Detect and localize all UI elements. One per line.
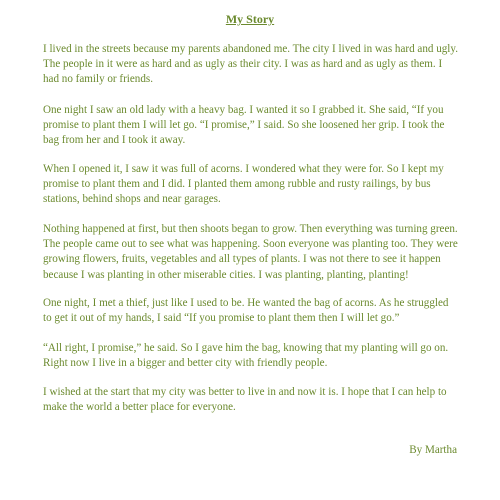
text-line: Nothing happened at first, but then shoots began to grow. Then everything was turning green. [43,223,458,235]
author-signature: By Martha [409,444,457,456]
text-line: because I was planting in other miserable cities. I was planting, planting, planting! [43,268,409,281]
paragraph-4 [43,222,463,283]
paragraph-3 [43,162,463,208]
text-line: bag from her and I took it away. [43,134,186,147]
text-line: One night I saw an old lady with a heavy bag. I wanted it so I grabbed it. She said, “If you [43,104,444,116]
text-line: stations, behind shops and near garages. [43,193,221,206]
text-line: make the world a better place for everyone. [43,401,236,414]
paragraph-2 [43,103,463,149]
text-line: had no family or friends. [43,73,153,86]
text-line: “All right, I promise,” he said. So I gave him the bag, knowing that my planting will go on. [43,342,449,354]
page-title: My Story [225,12,275,26]
paragraph-5 [43,296,463,326]
text-line: promise to plant them I will let go. “I promise,” I said. So she loosened her grip. I took the [43,119,445,132]
text-line: to get it out of my hands, I said “If you promise to plant them then I will let go.” [43,312,400,325]
paragraph-7 [43,385,463,415]
text-line: Right now I live in a bigger and better city with friendly people. [43,357,328,370]
text-line: One night, I met a thief, just like I used to be. He wanted the bag of acorns. As he struggled [43,297,449,309]
text-line: I lived in the streets because my parents abandoned me. The city I lived in was hard and ugly. [43,43,458,55]
paragraph-1 [43,42,463,88]
text-line: The people in it were as hard and as ugly as their city. I was as hard and as ugly as them. I [43,58,443,71]
text-line: The people came out to see what was happening. Soon everyone was planting too. They were [43,238,458,251]
text-line: promise to plant them and I did. I planted them among rubble and rusty railings, by bus [43,178,431,191]
text-line: I wished at the start that my city was better to live in and now it is. I hope that I can help to [43,386,447,398]
text-line: growing flowers, fruits, vegetables and all types of plants. I was not there to see it happen [43,253,441,266]
text-line: When I opened it, I saw it was full of acorns. I wondered what they were for. So I kept my [43,163,444,175]
paragraph-6 [43,341,463,371]
